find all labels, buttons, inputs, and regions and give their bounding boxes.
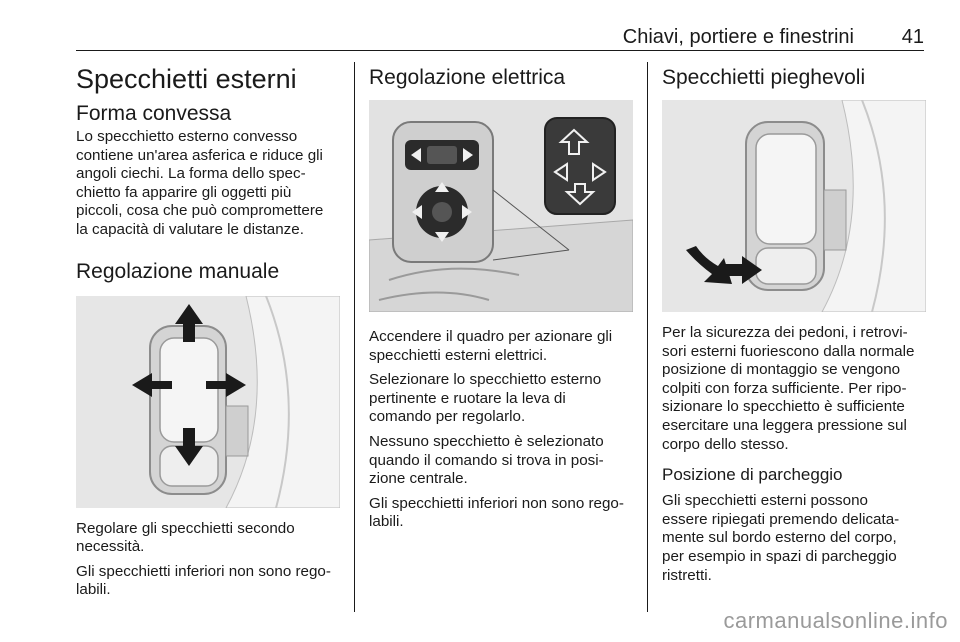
column-divider-2	[647, 62, 648, 612]
figure-electric-control	[369, 100, 633, 312]
page-header-title: Chiavi, portiere e finestrini	[622, 26, 854, 48]
column-3	[662, 62, 926, 585]
paragraph-electric-4: Gli specchietti inferiori non sono rego- labili.	[369, 494, 624, 531]
paragraph-convex: Lo specchietto esterno convesso contiene un'area asferica e riduce gli angoli ciechi. La forma dello spec- chietto fa apparire gli oggetti più piccoli, cosa che può compromettere la capacità di valutare le distanze.	[76, 128, 324, 238]
paragraph-folding-1: Per la sicurezza dei pedoni, i retrovi- sori esterni fuoriescono dalla normale posizione di montaggio se vengono colpiti con forza sufficiente. Per ripo- sizionare lo specchietto è sufficiente esercitare una leggera pressione sul corpo dello stesso.	[662, 324, 915, 453]
watermark: carmanualsonline.info	[723, 608, 948, 633]
page-number: 41	[901, 26, 924, 48]
paragraph-manual-1: Regolare gli specchietti secondo necessità.	[76, 519, 295, 556]
figure-folding-mirror	[662, 100, 926, 312]
column-divider-1	[354, 62, 355, 612]
column-1	[76, 62, 340, 600]
heading-parking-position: Posizione di parcheggio	[662, 465, 843, 485]
paragraph-manual-2: Gli specchietti inferiori non sono rego- labili.	[76, 562, 331, 599]
column-2	[369, 62, 633, 532]
paragraph-electric-2: Selezionare lo specchietto esterno pertinente e ruotare la leva di comando per regolarlo.	[369, 371, 602, 426]
paragraph-folding-2: Gli specchietti esterni possono essere ripiegati premendo delicata- mente sul bordo esterno del corpo, per esempio in spazi di parcheggio ristretti.	[662, 492, 900, 584]
paragraph-electric-3: Nessuno specchietto è selezionato quando il comando si trova in posi- zione centrale.	[369, 432, 604, 488]
page-header	[76, 24, 924, 51]
section-title-exterior-mirrors: Specchietti esterni	[76, 64, 297, 94]
heading-manual-adjustment: Regolazione manuale	[76, 259, 280, 283]
heading-folding-mirrors: Specchietti pieghevoli	[662, 66, 866, 89]
heading-convex-shape: Forma convessa	[76, 102, 232, 125]
paragraph-electric-1: Accendere il quadro per azionare gli specchietti esterni elettrici.	[369, 328, 613, 364]
heading-electric-adjustment: Regolazione elettrica	[369, 66, 566, 89]
figure-manual-mirror	[76, 296, 340, 508]
